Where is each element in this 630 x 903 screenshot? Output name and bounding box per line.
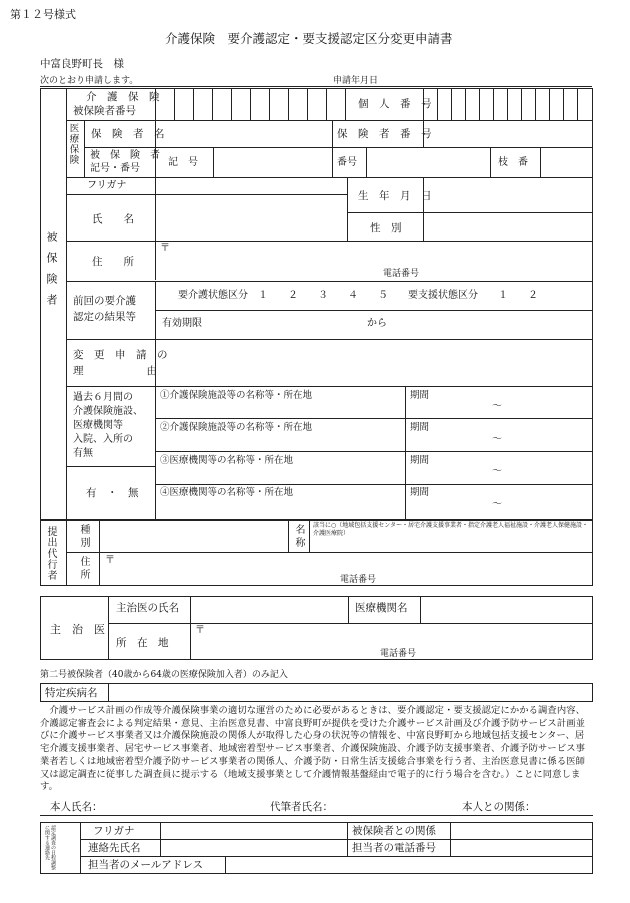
date-underline — [40, 86, 592, 87]
doctor-name-label: 主治医の氏名 — [116, 602, 179, 614]
agent-type-note: 該当に○（地域包括支援センター・居宅介護支援事業者・指定介護老人福祉施設・介護老人保健施設・介護医療院） — [313, 522, 588, 537]
contact-email-label: 担当者のメールアドレス — [88, 859, 203, 871]
facility-2-name: ②介護保険施設等の名称等・所在地 — [160, 422, 313, 433]
facility-3-tilde: ～ — [492, 466, 502, 477]
institution-label: 医療機関名 — [355, 602, 408, 614]
second-insured-note: 第二号被保険者（40歳から64歳の医療保険加入者）のみ記入 — [40, 670, 288, 680]
branch-label: 枝 番 — [498, 157, 528, 168]
facility-4-tilde: ～ — [492, 499, 502, 510]
symbol-label: 記 号 — [168, 157, 198, 168]
facility-1-name: ①介護保険施設等の名称等・所在地 — [160, 390, 313, 401]
change-reason-label-1: 変 更 申 請 の — [73, 349, 168, 361]
card-number-label: 番号 — [337, 157, 357, 168]
agent-postal-mark: 〒 — [105, 555, 115, 566]
signature-underline — [40, 815, 593, 816]
name-label: 氏 名 — [92, 213, 134, 225]
valid-period-label: 有効期限 — [162, 318, 202, 329]
facility-4-period: 期間 — [410, 487, 430, 498]
form-id: 第１２号様式 — [10, 8, 76, 21]
proxy-name-label: 代筆者氏名： — [270, 801, 333, 813]
contact-phone-label: 担当者の電話番号 — [352, 842, 436, 854]
previous-result-label-2: 認定の結果等 — [73, 311, 136, 323]
agent-type-label: 種別 — [78, 524, 89, 550]
contact-relation-label: 被保険者との関係 — [352, 825, 436, 837]
furigana-label: フリガナ — [87, 180, 127, 191]
medical-insurance-label: 医療保険 — [67, 123, 79, 165]
facility-2-tilde: ～ — [492, 434, 502, 445]
valid-period-from-to: から — [367, 318, 387, 329]
personal-number-boxes[interactable] — [423, 88, 593, 120]
sex-label: 性 別 — [370, 222, 402, 234]
doctor-phone-label: 電話番号 — [380, 649, 417, 659]
doctor-side-label: 主 治 医 — [50, 623, 105, 636]
insured-number-label-1: 介 護 保 険 — [86, 91, 160, 103]
doctor-address-label: 所 在 地 — [116, 637, 169, 649]
card-label-1: 被 保 険 者 — [90, 150, 160, 161]
previous-result-label-1: 前回の要介護 — [73, 295, 136, 307]
intro-text: 次のとおり申請します。 — [40, 76, 139, 86]
contact-side-label: 認定調査の日程調整に関する連絡先 — [44, 825, 56, 870]
form-title: 介護保険 要介護認定・要支援認定区分変更申請書 — [165, 31, 453, 46]
disease-row[interactable] — [40, 683, 593, 702]
insurer-number-label: 保 険 者 番 号 — [337, 128, 432, 140]
insured-side-label: 被保険者 — [45, 231, 58, 315]
self-name-label: 本人氏名： — [50, 801, 103, 813]
contact-furigana-label: フリガナ — [93, 825, 135, 837]
consent-text: 介護サービス計画の作成等介護保険事業の適切な運営のために必要があるときは、要介護認定・要支援認定にかかる調査内容、介護認定審査会による判定結果・意見、主治医意見書、中富良野町が提供を受けた介護サービス計画及び介護予防サービス計画並びに介護サービス事業者又は介護保険施設の関係人が取得した心身の状況等の情報を、中富良野町から地域包括支援センター、居宅介護支援事業者、居宅サービス事業者、地域密着型サービス事業者、介護保険施設、介護予防支援事業者、介護予防サービス事業者若しくは地域密着型介護予防サービス事業者の関係人、介護予防・日常生活支援総合事業を行う者、主治医意見書に係る医師又は認定調査に従事した調査員に提示する（地域支援事業として介護情報基盤経由で電子的に行う場合を含む。）ことに同意します。 — [40, 705, 586, 793]
facility-3-name: ③医療機関等の名称等・所在地 — [160, 455, 294, 466]
insurer-name-label: 保 険 者 名 — [91, 128, 165, 140]
relation-label: 本人との関係： — [462, 801, 536, 813]
facility-label-5: 有無 — [73, 448, 93, 459]
facility-4-name: ④医療機関等の名称等・所在地 — [160, 487, 294, 498]
agent-side-label: 提出代行者 — [45, 526, 56, 581]
facility-3-period: 期間 — [410, 455, 430, 466]
application-date-label: 申請年月日 — [333, 76, 379, 86]
personal-number-label: 個 人 番 号 — [358, 98, 432, 110]
agent-address-label: 住所 — [78, 556, 89, 582]
care-level-options[interactable]: 要介護状態区分 １ ２ ３ ４ ５ 要支援状態区分 １ ２ — [178, 290, 538, 301]
addressee: 中富良野町長 様 — [40, 58, 124, 70]
agent-phone-label: 電話番号 — [340, 575, 377, 585]
facility-label-4: 入院、入所の — [73, 434, 133, 445]
card-label-2: 記号・番号 — [90, 163, 140, 174]
facility-label-3: 医療機関等 — [73, 420, 123, 431]
insured-number-boxes[interactable] — [155, 88, 345, 120]
postal-mark: 〒 — [160, 243, 170, 254]
disease-label: 特定疾病名 — [45, 687, 98, 699]
facility-1-tilde: ～ — [492, 401, 502, 412]
address-label: 住 所 — [92, 256, 134, 268]
facility-1-period: 期間 — [410, 390, 430, 401]
facility-label-2: 介護保険施設、 — [73, 406, 143, 417]
agent-name-label: 名称 — [293, 524, 304, 550]
phone-label: 電話番号 — [383, 269, 420, 279]
contact-name-label: 連絡先氏名 — [88, 842, 141, 854]
facility-2-period: 期間 — [410, 422, 430, 433]
doctor-postal-mark: 〒 — [195, 625, 205, 636]
insured-number-label-2: 被保険者番号 — [73, 105, 136, 117]
birth-date-label: 生 年 月 日 — [358, 190, 432, 202]
change-reason-label-2: 理 由 — [73, 365, 157, 377]
facility-yes-no[interactable]: 有 ・ 無 — [86, 487, 139, 499]
facility-label-1: 過去６月間の — [73, 392, 133, 403]
